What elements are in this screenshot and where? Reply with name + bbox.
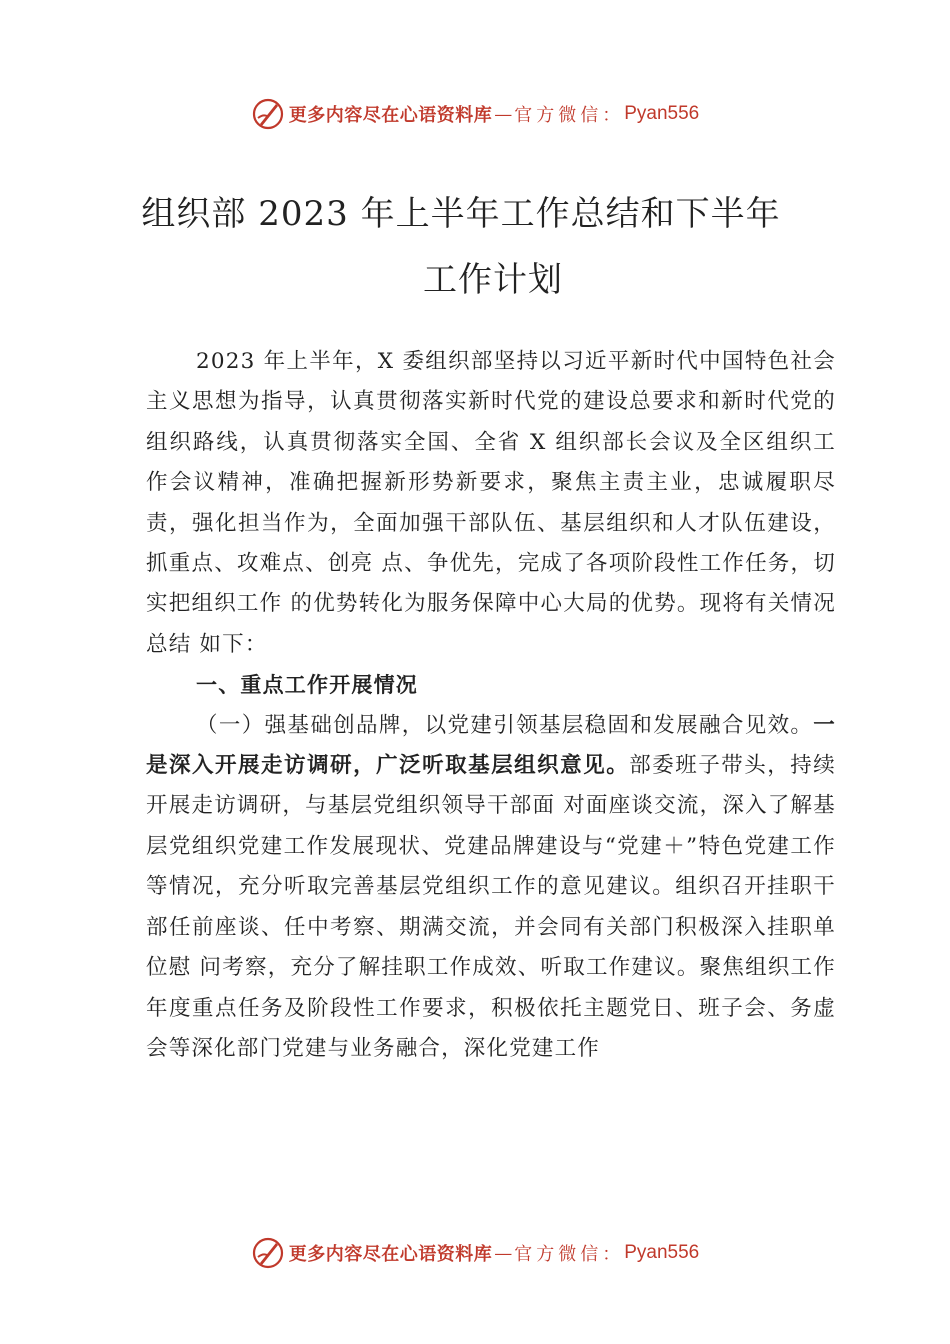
document-title-line-1: 组织部 2023 年上半年工作总结和下半年 [141, 194, 781, 234]
banner-brand-text: 更多内容尽在心语资料库 [288, 1244, 493, 1265]
subsection-lead: （一）强基础创品牌，以党建引领基层稳固和发展融合见效。 [196, 712, 814, 738]
quill-pen-logo-icon [251, 97, 285, 131]
intro-paragraph: 2023 年上半年，X 委组织部坚持以习近平新时代中国特色社会主义思想为指导，认真贯彻落实新时代党的建设总要求和新时代党的组织路线，认真贯彻落实全国、全省 X 组织部长会议及全区组织工作会议精神，准确把握新形势新要求，聚焦主责主业，忠诚履职尽责，强化担当作为，全面加强干部队伍、基层组织和人才队伍建设，抓重点、攻难点、创亮 点、争优先，完成了各项阶段性工作任务，切实把组织工作 的优势转化为服务保障中心大局的优势。现将有关情况总结 如下： [146, 349, 836, 657]
subsection-bold-point: 一是深入开展走访调研，广泛听取基层组织意见。 [146, 712, 836, 779]
banner-wechat-label: 官方微信： [514, 1244, 625, 1265]
banner-wechat-id: Pyan556 [624, 103, 700, 124]
banner-brand-text: 更多内容尽在心语资料库 [288, 105, 493, 126]
header-banner [0, 94, 950, 134]
banner-wechat-id: Pyan556 [624, 1242, 700, 1263]
document-title-line-2: 工作计划 [423, 260, 563, 300]
subsection-body-text: 部委班子带头，持续开展走访调研，与基层党组织领导干部面 对面座谈交流，深入了解基层党组织党建工作发展现状、党建品牌建设与“党建＋”特色党建工作等情况，充分听取完善基层党组织工作的意见建议。组织召开挂职干部任前座谈、任中考察、期满交流，并会同有关部门积极深入挂职单位慰 问考察，充分了解挂职工作成效、听取工作建议。聚焦组织工作年度重点任务及阶段性工作要求，积极依托主题党日、班子会、务虚会等深化部门党建与业务融合，深化党建工作 [146, 753, 836, 1061]
section-heading-1: 一、重点工作开展情况 [196, 673, 418, 698]
banner-dash: — [494, 1242, 513, 1264]
quill-pen-logo-icon [251, 1236, 285, 1270]
document-body [146, 342, 836, 1069]
banner-dash: — [494, 103, 513, 125]
subsection-paragraph-1 [146, 706, 836, 1070]
footer-banner [0, 1233, 950, 1273]
banner-wechat-label: 官方微信： [514, 105, 625, 126]
